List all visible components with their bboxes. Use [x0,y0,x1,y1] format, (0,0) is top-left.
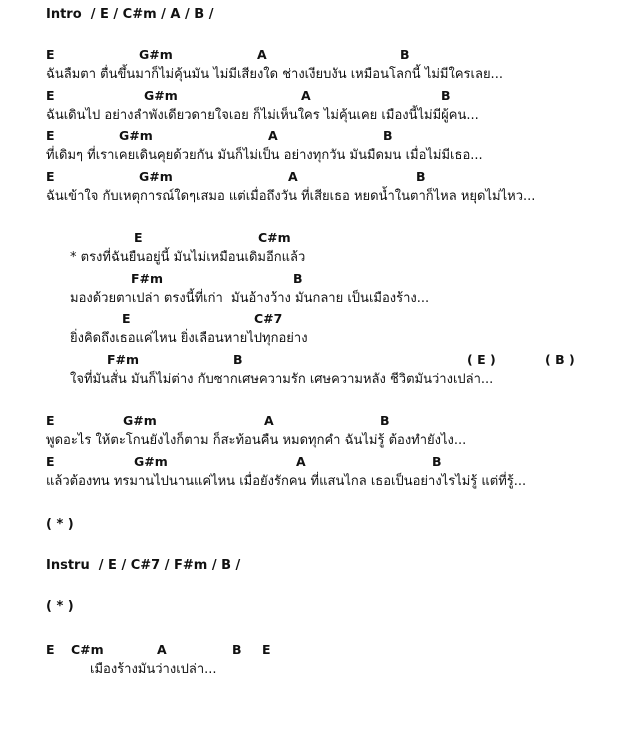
chord: E [46,454,55,469]
lyric-line: ที่เดิมๆ ที่เราเคยเดินคุยด้วยกัน มันก็ไม่เป็น อย่างทุกวัน มันมืดมน เมื่อไม่มีเธอ... [46,148,483,163]
chord: C#m [258,230,291,245]
lyric-line: มองด้วยตาเปล่า ตรงนี้ที่เก่า มันอ้างว้าง มันกลาย เป็นเมืองร้าง... [70,291,430,306]
chord: A [157,642,167,657]
chord: F#m [107,352,140,367]
intro-line: Intro / E / C#m / A / B / [46,7,214,22]
chord: B [293,271,303,286]
chord: E [134,230,143,245]
chord: E [122,311,131,326]
lyric-line: เมืองร้างมันว่างเปล่า... [90,662,217,677]
chord-line [0,87,620,105]
chord: E [46,642,55,657]
chord: ( B ) [545,352,575,367]
chord: A [268,128,278,143]
chord: B [441,88,451,103]
chord-line [0,453,620,471]
chord: A [288,169,298,184]
lyric-line: ยิ่งคิดถึงเธอแค่ไหน ยิ่งเลือนหายไปทุกอย่าง [70,331,308,346]
chord: G#m [139,169,173,184]
chord: A [257,47,267,62]
lyric-line: ใจที่มันสั่น มันก็ไม่ต่าง กับซากเศษความรัก เศษความหลัง ชีวิตมันว่างเปล่า... [70,372,494,387]
chord-line [0,46,620,64]
lyric-line: ฉันเข้าใจ กับเหตุการณ์ใดๆเสมอ แต่เมื่อถึงวัน ที่เสียเธอ หยดน้ำในตาก็ไหล หยุดไม่ไหว... [46,189,536,204]
chord: G#m [119,128,153,143]
chord: B [233,352,243,367]
chord: B [380,413,390,428]
chord: E [46,128,55,143]
chord: A [296,454,306,469]
chord: E [46,47,55,62]
chord: B [432,454,442,469]
chord: G#m [144,88,178,103]
chord: C#m [71,642,104,657]
chord: B [383,128,393,143]
chord-line [0,412,620,430]
chord-line [0,270,620,288]
chord-line [0,168,620,186]
chord-line [0,351,620,369]
chord: ( E ) [467,352,496,367]
chord: E [46,413,55,428]
chord: A [301,88,311,103]
lyric-line: ฉันเดินไป อย่างลำพังเดียวดายใจเอย ก็ไม่เห็นใคร ไม่คุ้นเคย เมืองนี้ไม่มีผู้คน... [46,108,479,123]
chord: B [416,169,426,184]
chord-line [0,229,620,247]
chord: B [232,642,242,657]
chord: E [46,88,55,103]
chord: G#m [134,454,168,469]
lyric-line: ฉันลืมตา ตื่นขึ้นมาก็ไม่คุ้นมัน ไม่มีเสียงใด ช่างเงียบงัน เหมือนโลกนี้ ไม่มีใครเลย... [46,67,503,82]
chord: C#7 [254,311,283,326]
chord: B [400,47,410,62]
chord: F#m [131,271,164,286]
chord-line [0,310,620,328]
repeat-marker: ( * ) [46,599,74,614]
lyric-line: พูดอะไร ให้ตะโกนยังไงก็ตาม ก็สะท้อนคืน หมดทุกคำ ฉันไม่รู้ ต้องทำยังไง... [46,433,467,448]
chord: G#m [123,413,157,428]
chord-line [0,641,620,659]
chord: G#m [139,47,173,62]
instru-line: Instru / E / C#7 / F#m / B / [46,558,241,573]
lyric-line: * ตรงที่ฉันยืนอยู่นี้ มันไม่เหมือนเดิมอีกแล้ว [70,250,306,265]
chord: E [262,642,271,657]
chord-line [0,127,620,145]
chord: A [264,413,274,428]
repeat-marker: ( * ) [46,517,74,532]
lyric-line: แล้วต้องทน ทรมานไปนานแค่ไหน เมื่อยังรักคน ที่แสนไกล เธอเป็นอย่างไรไม่รู้ แต่ที่รู้... [46,474,527,489]
chord: E [46,169,55,184]
